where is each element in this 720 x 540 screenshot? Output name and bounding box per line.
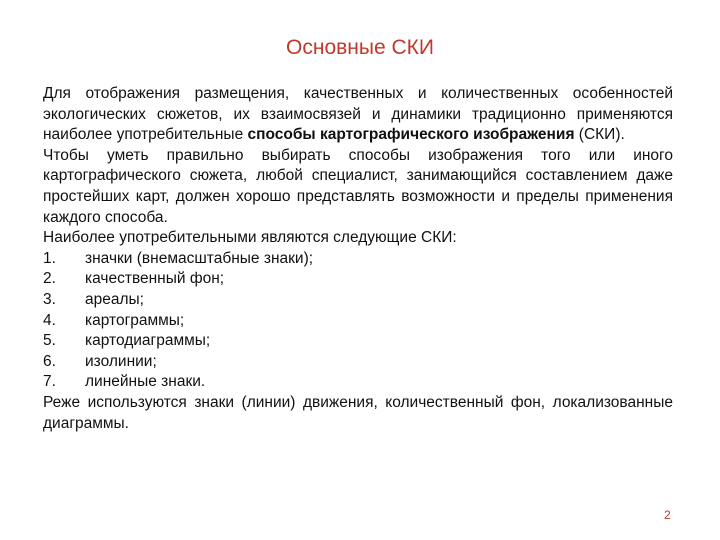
intro-text: Для отображения размещения, качественных и количественных особенностей экологических сюжетов, их взаимосвязей и динамики традиционно применяются наиболее употребительные [43,85,673,144]
list-item [43,269,673,290]
list-item-number: 4. [43,311,56,329]
intro-paragraph [43,84,673,146]
list-item-text: картодиаграммы; [85,332,211,350]
page-number: 2 [664,508,671,522]
list-item [43,290,673,311]
list-item-text: ареалы; [85,290,144,308]
list-item-number: 3. [43,290,56,308]
list-item-text: изолинии; [85,352,157,370]
list-item-number: 5. [43,332,56,350]
list-item-number: 1. [43,249,56,267]
list-item-text: значки (внемасштабные знаки); [85,249,314,267]
intro-bold-term: способы картографического изображения [247,126,575,144]
selection-paragraph: Чтобы уметь правильно выбирать способы изображения того или иного картографического сюжета, любой специалист, занимающийся составлением даже простейших карт, должен хорошо представлять возможности и пределы применения каждого способа. [43,146,673,226]
list-item-text: картограммы; [85,311,185,329]
list-item [43,331,673,352]
list-item-text: качественный фон; [85,270,225,288]
list-intro: Наиболее употребительными являются следующие СКИ: [43,229,457,247]
list-item [43,372,673,393]
closing-paragraph: Реже используются знаки (линии) движения, количественный фон, локализованные диаграммы. [43,393,673,432]
methods-list [43,249,673,393]
list-item-text: линейные знаки. [85,373,206,391]
list-item-number: 6. [43,352,56,370]
intro-tail: (СКИ). [574,126,625,144]
list-item-number: 7. [43,373,56,391]
list-item [43,249,673,270]
list-item [43,352,673,373]
slide-title: Основные СКИ [286,36,434,59]
list-item-number: 2. [43,270,56,288]
slide-content [43,84,673,434]
list-item [43,311,673,332]
